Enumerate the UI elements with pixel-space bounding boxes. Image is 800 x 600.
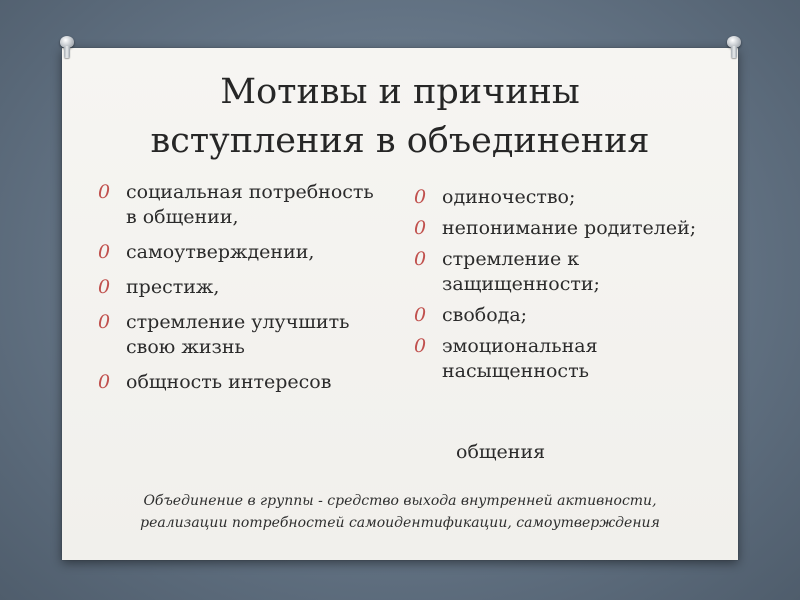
bullet-icon: 0: [98, 276, 111, 298]
list-item: [96, 180, 386, 230]
list-item: [96, 275, 386, 300]
list-item: [96, 310, 386, 360]
slide-title: [62, 68, 738, 166]
list-item-text: одиночество;: [442, 186, 576, 208]
bullet-icon: 0: [98, 311, 111, 333]
bullet-icon: 0: [414, 335, 427, 357]
bullet-icon: 0: [414, 186, 427, 208]
slide-title-line-2: вступления в объединения: [150, 121, 650, 161]
list-item-text: непонимание родителей;: [442, 217, 697, 239]
list-item-text: стремление улучшить свою жизнь: [126, 311, 350, 358]
footer-note-line-2: реализации потребностей самоидентификации, самоутверждения: [140, 515, 660, 531]
list-item-text: эмоциональная насыщенность: [442, 335, 598, 382]
motives-list-left: [96, 180, 386, 405]
list-item-text: самоутверждении,: [126, 241, 315, 263]
bullet-icon: 0: [98, 181, 111, 203]
motives-list-right: [412, 185, 712, 390]
list-item: [412, 185, 712, 210]
bullet-icon: 0: [414, 217, 427, 239]
pushpin-icon: [725, 36, 743, 62]
footer-note: [62, 490, 738, 534]
slide-title-line-1: Мотивы и причины: [220, 72, 580, 112]
bullet-icon: 0: [98, 241, 111, 263]
footer-note-line-1: Объединение в группы - средство выхода внутренней активности,: [143, 493, 657, 509]
list-item-text: общность интересов: [126, 371, 332, 393]
list-item: [412, 334, 712, 384]
pushpin-icon: [58, 36, 76, 62]
list-item: [96, 240, 386, 265]
list-item: [96, 370, 386, 395]
list-item-text: стремление к защищенности;: [442, 248, 600, 295]
bullet-icon: 0: [414, 304, 427, 326]
bullet-icon: 0: [98, 371, 111, 393]
list-item-text: социальная потребность в общении,: [126, 181, 374, 228]
list-item-continuation: общения: [456, 441, 546, 463]
list-item-text: престиж,: [126, 276, 220, 298]
list-item: [412, 303, 712, 328]
list-item: [412, 216, 712, 241]
list-item-text: свобода;: [442, 304, 528, 326]
list-item: [412, 247, 712, 297]
bullet-icon: 0: [414, 248, 427, 270]
